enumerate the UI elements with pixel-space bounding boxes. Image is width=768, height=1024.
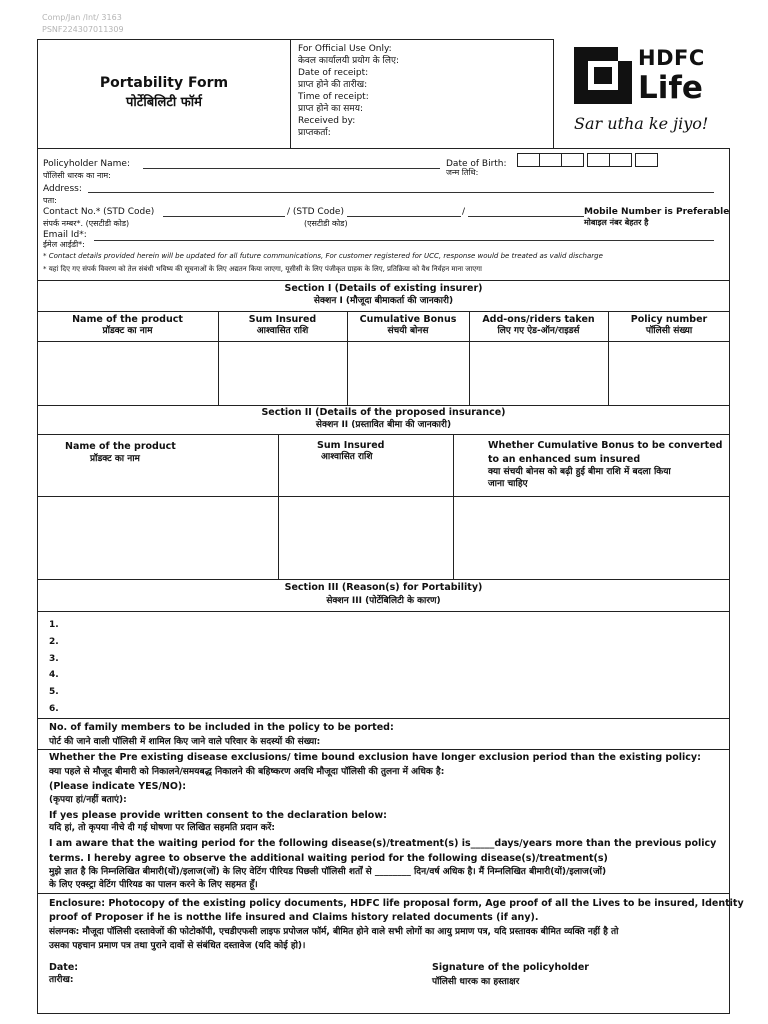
form-title: Portability Form [99,75,229,91]
s1-sum-insured-cell[interactable] [219,342,347,405]
ref-line-2: PSNF224307011309 [42,25,124,34]
s1-col-sum-insured: Sum Insured [248,314,317,325]
section-1-title: Section I (Details of existing insurer) [284,283,483,294]
divider [37,280,730,281]
s1-bonus-cell[interactable] [348,342,469,405]
s1-policy-number-cell[interactable] [609,342,729,405]
s1-product-cell[interactable] [38,342,218,405]
dob-box-1[interactable] [517,153,540,167]
date-label: Date: [49,962,79,973]
address-label-hi: पता: [43,196,57,205]
declaration-line-2: terms. I hereby agree to observe the additional waiting period for the following disease(s)/treatment(s) [49,853,608,864]
divider [37,434,730,435]
logo-tagline: Sar utha ke jiyo! [574,114,709,133]
policyholder-name-label: Policyholder Name: [43,159,130,169]
address-field[interactable] [88,192,714,193]
reason-item-3[interactable]: 3. [49,654,59,664]
std-code-2-label: / (STD Code) [287,207,344,217]
dob-box-2[interactable] [539,153,562,167]
contact-field-1[interactable] [163,216,285,217]
logo-life-text: Life [638,70,703,106]
yes-no-prompt: (Please indicate YES/NO): [49,781,187,792]
time-of-receipt-label-hi: प्राप्त होने का समय: [298,104,364,114]
s1-col-policy-number-hi: पॉलिसी संख्या [645,326,693,336]
divider [37,749,730,750]
enclosure-line-1: Enclosure: Photocopy of the existing policy documents, HDFC life proposal form, Age proof of all the Lives to be insured, Identity [49,898,744,909]
reason-item-5[interactable]: 5. [49,687,59,697]
s2-col-product-hi: प्रॉडक्ट का नाम [90,454,140,464]
reason-item-6[interactable]: 6. [49,704,59,714]
std-code-2-label-hi: (एसटीडी कोड) [304,219,348,228]
dob-box-6[interactable] [635,153,658,167]
s2-product-cell[interactable] [38,497,278,579]
email-label-hi: ईमेल आईडी*: [43,240,85,249]
section-1-title-hi: सेक्शन I (मौजूदा बीमाकर्ता की जानकारी) [313,296,454,306]
signature-label: Signature of the policyholder [432,962,589,973]
reason-item-1[interactable]: 1. [49,620,59,630]
s1-col-cumulative-bonus: Cumulative Bonus [359,314,457,325]
dob-box-4[interactable] [587,153,610,167]
divider [37,611,730,612]
logo-hdfc-text: HDFC [638,46,705,70]
address-label: Address: [43,184,82,194]
s1-col-addons-hi: लिए गए ऐड-ऑन/राइडर्स [497,326,580,336]
declaration-line-2-hi: के लिए एक्स्ट्रा वेटिंग पीरियड का पालन करने के लिए सहमत हूँ। [49,880,258,890]
s2-col-bonus-conversion: Whether Cumulative Bonus to be converted [488,440,723,451]
section-3-title: Section III (Reason(s) for Portability) [284,582,483,593]
contact-label: Contact No.* (STD Code) [43,207,155,217]
s1-col-policy-number: Policy number [630,314,708,325]
s2-sum-insured-cell[interactable] [279,497,453,579]
s2-col-bonus-conversion-hi-2: जाना चाहिए [488,479,528,489]
consent-prompt: If yes please provide written consent to the declaration below: [49,810,387,821]
ref-line-1: Comp/Jan /Int/ 3163 [42,13,122,22]
dob-label: Date of Birth: [446,159,507,169]
family-members-question-hi: पोर्ट की जाने वाली पॉलिसी में शामिल किए जाने वाले परिवार के सदस्यों की संख्या: [49,737,321,747]
declaration-line-1-hi: मुझे ज्ञात है कि निम्नलिखित बीमारी(यों)/इलाज(जों) के लिए वेटिंग पीरियड पिछली पॉलिसी शर्तों से ________ दिन/वर्ष अधिक है। मैं निम्नलिखित बीमारी(यों)/इलाज(जों) [49,867,607,877]
contact-separator: / [462,207,466,217]
official-use-label-hi: केवल कार्यालयी प्रयोग के लिए: [298,56,400,66]
dob-box-3[interactable] [561,153,584,167]
signature-label-hi: पॉलिसी धारक का हस्ताक्षर [432,977,520,987]
reason-item-4[interactable]: 4. [49,670,59,680]
s1-col-product: Name of the product [72,314,183,325]
family-members-question: No. of family members to be included in the policy to be ported: [49,722,394,733]
exclusion-question-hi: क्या पहले से मौजूद बीमारी को निकालने/समयबद्ध निकालने की बहिष्करण अवधि मौजूदा पॉलिसी की तुलना में अधिक है: [49,767,445,777]
s2-col-product: Name of the product [65,441,176,452]
contact-note: * Contact details provided herein will be updated for all future communications, For customer registered for UCC, response would be treated as valid discharge [43,252,603,260]
enclosure-line-2-hi: उसका पहचान प्रमाण पत्र तथा पुराने दावों से संबंधित दस्तावेज (यदि कोई हो)। [49,941,306,951]
section-2-title-hi: सेक्शन II (प्रस्तावित बीमा की जानकारी) [315,420,452,430]
s2-bonus-cell[interactable] [454,497,729,579]
declaration-line-1: I am aware that the waiting period for the following disease(s)/treatment(s) is_____days/years more than the previous policy [49,838,717,849]
mobile-preferable-note: Mobile Number is Preferable [584,207,730,217]
s2-col-bonus-conversion-2: to an enhanced sum insured [488,454,641,465]
policyholder-name-label-hi: पॉलिसी धारक का नाम: [43,171,111,180]
s1-col-sum-insured-hi: आश्वासित राशि [256,326,309,336]
mobile-field[interactable] [468,216,584,217]
enclosure-line-1-hi: संलग्नक: मौजूदा पॉलिसी दस्तावेजों की फोटोकॉपी, एचडीएफसी लाइफ प्रपोजल फॉर्म, बीमित होने वाले सभी लोगों का आयु प्रमाण पत्र, यदि प्रस्तावक बीमित व्यक्ति नहीं है तो [49,927,619,937]
s2-col-sum-insured: Sum Insured [317,440,385,451]
s2-col-bonus-conversion-hi: क्या संचयी बोनस को बढ़ी हुई बीमा राशि में बदला किया [488,467,671,477]
s1-col-cumulative-bonus-hi: संचयी बोनस [387,326,429,336]
s1-addons-cell[interactable] [470,342,608,405]
received-by-label-hi: प्राप्तकर्ता: [298,128,331,138]
received-by-label: Received by: [298,116,356,126]
divider [37,405,730,406]
date-of-receipt-label-hi: प्राप्त होने की तारीख: [298,80,368,90]
divider [37,579,730,580]
date-of-receipt-label: Date of receipt: [298,68,369,78]
hdfc-life-logo-icon [574,47,632,104]
dob-label-hi: जन्म तिथि: [446,168,479,177]
dob-box-5[interactable] [609,153,632,167]
email-field[interactable] [94,240,714,241]
contact-note-hi: * यहां दिए गए संपर्क विवरण को तेल संबंधी भविष्य की सूचनाओं के लिए अद्यतन किया जाएगा, यूसीसी के लिए पंजीकृत ग्राहक के लिए, प्रतिक्रिया को वैध निर्वहन माना जाएगा [43,265,482,273]
policyholder-name-field[interactable] [143,168,440,169]
section-2-title: Section II (Details of the proposed insurance) [261,407,506,418]
mobile-preferable-note-hi: मोबाइल नंबर बेहतर है [584,218,649,227]
divider [37,718,730,719]
yes-no-prompt-hi: (कृपया हां/नहीं बताएं): [49,795,127,805]
s1-col-product-hi: प्रॉडक्ट का नाम [102,326,153,336]
divider [37,893,730,894]
section-3-title-hi: सेक्शन III (पोर्टेबिलिटी के कारण) [326,596,441,606]
time-of-receipt-label: Time of receipt: [298,92,369,102]
date-label-hi: तारीख: [49,975,74,985]
s2-col-sum-insured-hi: आश्वासित राशि [321,452,373,462]
form-title-hindi: पोर्टेबिलिटी फॉर्म [126,95,202,110]
divider [37,311,730,312]
reason-item-2[interactable]: 2. [49,637,59,647]
consent-prompt-hi: यदि हां, तो कृपया नीचे दी गई घोषणा पर लिखित सहमति प्रदान करें: [49,823,275,833]
exclusion-question: Whether the Pre existing disease exclusions/ time bound exclusion have longer exclusion period than the existing policy: [49,752,701,763]
email-label: Email Id*: [43,230,87,240]
contact-field-2[interactable] [347,216,461,217]
contact-label-hi: संपर्क नम्बर*. (एसटीडी कोड) [43,219,130,228]
enclosure-line-2: proof of Proposer if he is notthe life insured and Claims history related documents (if any). [49,912,539,923]
s1-col-addons: Add-ons/riders taken [482,314,595,325]
official-use-label: For Official Use Only: [298,44,392,54]
